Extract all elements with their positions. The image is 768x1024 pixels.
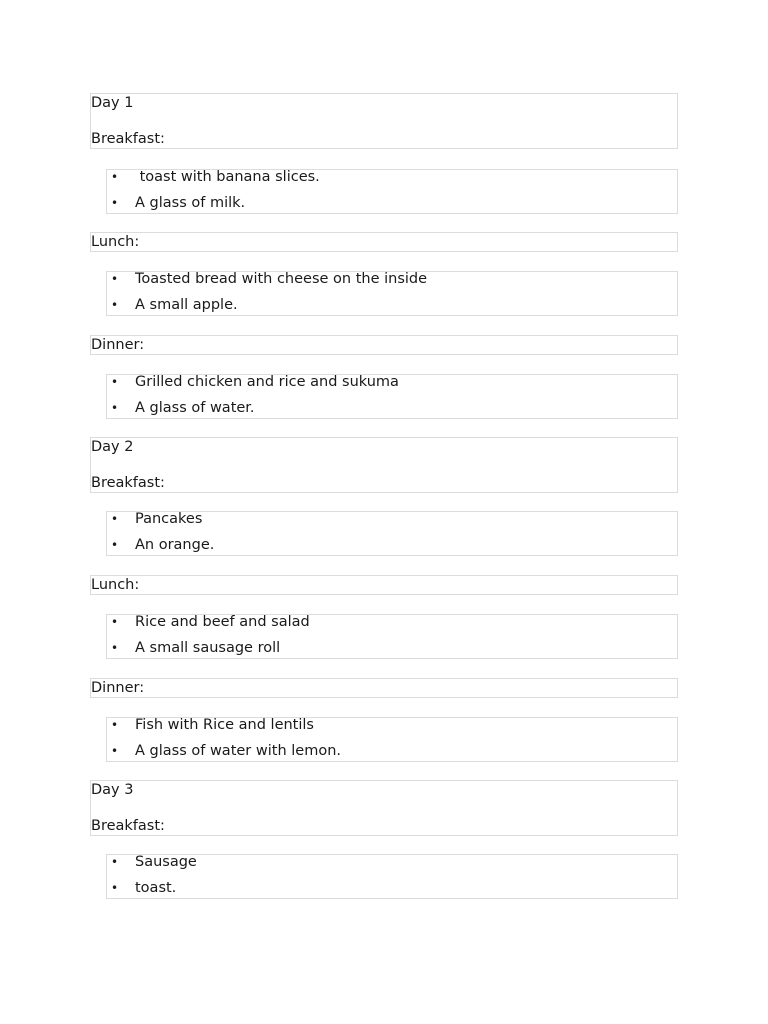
item-text: A glass of milk.	[135, 195, 246, 211]
bullet-icon: •	[111, 881, 119, 895]
bullet-icon: •	[111, 298, 119, 312]
day-2-header	[90, 437, 678, 493]
bullet-icon: •	[111, 512, 119, 526]
day-2-dinner-list	[106, 717, 678, 762]
day-2-dinner-header	[90, 678, 678, 698]
day-1-lunch-list	[106, 271, 678, 316]
item-text: Toasted bread with cheese on the inside	[135, 271, 428, 287]
day-title: Day 1	[91, 95, 134, 111]
bullet-icon: •	[111, 401, 119, 415]
item-text: Sausage	[135, 854, 197, 870]
list-item	[107, 639, 677, 657]
bullet-icon: •	[111, 375, 119, 389]
day-3-breakfast-list	[106, 854, 678, 899]
day-3-header	[90, 780, 678, 836]
day-1-lunch-header	[90, 232, 678, 252]
day-1-dinner-header	[90, 335, 678, 355]
item-text: A glass of water with lemon.	[135, 743, 341, 759]
item-text: A small apple.	[135, 297, 238, 313]
dinner-label: Dinner:	[91, 337, 145, 353]
item-text: toast with banana slices.	[135, 169, 320, 185]
item-text: A small sausage roll	[135, 640, 281, 656]
item-text: Pancakes	[135, 511, 203, 527]
breakfast-label: Breakfast:	[91, 131, 165, 147]
list-item	[107, 613, 677, 631]
breakfast-label: Breakfast:	[91, 475, 165, 491]
list-item	[107, 399, 677, 417]
day-1-breakfast-list	[106, 169, 678, 214]
list-item	[107, 296, 677, 314]
list-item	[107, 536, 677, 554]
list-item	[107, 853, 677, 871]
day-title: Day 2	[91, 439, 134, 455]
lunch-label: Lunch:	[91, 577, 140, 593]
list-item	[107, 168, 677, 186]
list-item	[107, 879, 677, 897]
bullet-icon: •	[111, 855, 119, 869]
dinner-label: Dinner:	[91, 680, 145, 696]
item-text: Grilled chicken and rice and sukuma	[135, 374, 399, 390]
bullet-icon: •	[111, 170, 119, 184]
list-item	[107, 194, 677, 212]
bullet-icon: •	[111, 196, 119, 210]
item-text: A glass of water.	[135, 400, 255, 416]
bullet-icon: •	[111, 538, 119, 552]
list-item	[107, 510, 677, 528]
bullet-icon: •	[111, 718, 119, 732]
bullet-icon: •	[111, 615, 119, 629]
item-text: An orange.	[135, 537, 215, 553]
day-title: Day 3	[91, 782, 134, 798]
list-item	[107, 270, 677, 288]
item-text: toast.	[135, 880, 177, 896]
bullet-icon: •	[111, 641, 119, 655]
item-text: Fish with Rice and lentils	[135, 717, 314, 733]
lunch-label: Lunch:	[91, 234, 140, 250]
bullet-icon: •	[111, 744, 119, 758]
list-item	[107, 716, 677, 734]
bullet-icon: •	[111, 272, 119, 286]
list-item	[107, 373, 677, 391]
day-2-lunch-list	[106, 614, 678, 659]
list-item	[107, 742, 677, 760]
day-1-header	[90, 93, 678, 149]
breakfast-label: Breakfast:	[91, 818, 165, 834]
day-2-lunch-header	[90, 575, 678, 595]
item-text: Rice and beef and salad	[135, 614, 310, 630]
day-2-breakfast-list	[106, 511, 678, 556]
day-1-dinner-list	[106, 374, 678, 419]
